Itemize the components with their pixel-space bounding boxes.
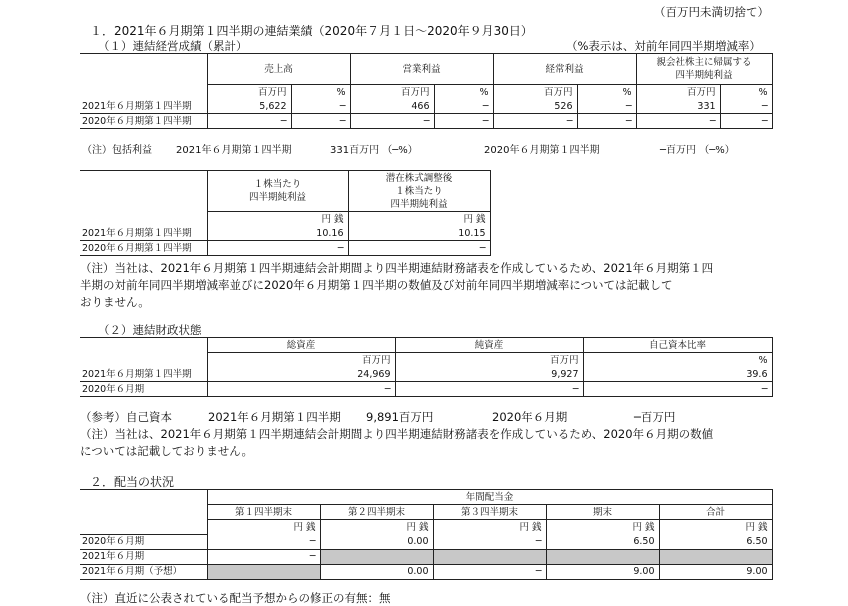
eps-cell: 10.15 xyxy=(348,226,490,241)
div-cell: 0.00 xyxy=(320,534,433,549)
eps-header-1: 潜在株式調整後 １株当たり 四半期純利益 xyxy=(348,171,490,212)
equity-ref-period1: 2021年６月期第１四半期 xyxy=(208,410,341,424)
comprehensive-value2: ─百万円 （─%） xyxy=(660,145,735,156)
header-blank-cell xyxy=(80,171,207,212)
div-cell: ─ xyxy=(207,549,320,564)
note-line: おりません。 xyxy=(80,295,150,309)
ops-unit-4: 百万円 xyxy=(493,85,577,100)
ops-cell: ─ xyxy=(636,114,720,129)
div-cell: 6.50 xyxy=(546,534,659,549)
equity-ref-label: （参考）自己資本 xyxy=(80,410,172,424)
fin-cell: 9,927 xyxy=(395,367,583,382)
row-label: 2020年６月期 xyxy=(80,534,207,549)
div-cell: 9.00 xyxy=(659,564,772,579)
table-row xyxy=(80,564,772,579)
note-line: については記載しておりません。 xyxy=(80,444,253,458)
equity-ref-period2: 2020年６月期 xyxy=(492,410,568,424)
ops-cell: 466 xyxy=(350,99,434,114)
table-row xyxy=(80,534,772,549)
fin-cell: 24,969 xyxy=(207,367,395,382)
fin-header-1: 純資産 xyxy=(395,338,583,353)
financial-position-table xyxy=(80,337,773,397)
ops-unit-3: % xyxy=(434,85,493,100)
table-row xyxy=(80,241,490,256)
table-row xyxy=(80,367,772,382)
units-blank-cell xyxy=(80,212,207,227)
ops-unit-5: % xyxy=(577,85,636,100)
div-header-0: 第１四半期末 xyxy=(207,505,320,520)
ops-cell: ─ xyxy=(577,99,636,114)
note1 xyxy=(80,260,713,311)
row-label: 2020年６月期 xyxy=(80,382,207,397)
section1-title: １．2021年６月期第１四半期の連結業績（2020年７月１日～2020年９月30日） xyxy=(90,24,533,38)
div-cell xyxy=(433,549,546,564)
div-unit-0: 円 銭 xyxy=(207,520,320,535)
note2 xyxy=(80,426,713,460)
div-cell xyxy=(659,549,772,564)
ops-cell: ─ xyxy=(720,99,772,114)
div-header-1: 第２四半期末 xyxy=(320,505,433,520)
ops-header-0: 売上高 xyxy=(207,54,350,85)
fin-header-2: 自己資本比率 xyxy=(583,338,772,353)
ops-unit-2: 百万円 xyxy=(350,85,434,100)
units-blank-cell xyxy=(80,520,207,535)
div-header-4: 合計 xyxy=(659,505,772,520)
div-cell xyxy=(320,549,433,564)
row-label: 2021年６月期第１四半期 xyxy=(80,99,207,114)
header-blank-cell xyxy=(80,338,207,353)
ops-cell: ─ xyxy=(577,114,636,129)
ops-cell: ─ xyxy=(291,99,350,114)
fin-cell: 39.6 xyxy=(583,367,772,382)
table-row xyxy=(80,226,490,241)
ops-cell: ─ xyxy=(493,114,577,129)
div-unit-2: 円 銭 xyxy=(433,520,546,535)
ops-cell: ─ xyxy=(291,114,350,129)
dividend-table xyxy=(80,489,773,580)
units-blank-cell xyxy=(80,85,207,100)
div-cell: ─ xyxy=(433,534,546,549)
eps-unit-0: 円 銭 xyxy=(207,212,348,227)
table-row xyxy=(80,549,772,564)
eps-table xyxy=(80,170,491,256)
ops-unit-0: 百万円 xyxy=(207,85,291,100)
sub1-title: （１）連結経営成績（累計） xyxy=(98,39,248,53)
comprehensive-value1: 331百万円 （─%） xyxy=(330,145,418,156)
fin-cell: ─ xyxy=(583,382,772,397)
comprehensive-period2: 2020年６月期第１四半期 xyxy=(484,145,600,156)
div-cell: 0.00 xyxy=(320,564,433,579)
section2-title: ２．配当の状況 xyxy=(90,475,175,489)
div-unit-1: 円 銭 xyxy=(320,520,433,535)
eps-cell: 10.16 xyxy=(207,226,348,241)
ops-cell: ─ xyxy=(434,99,493,114)
ops-cell: ─ xyxy=(434,114,493,129)
table-row xyxy=(80,99,772,114)
ops-header-2: 経常利益 xyxy=(493,54,636,85)
div-header-2: 第３四半期末 xyxy=(433,505,546,520)
div-header-3: 期末 xyxy=(546,505,659,520)
table-row xyxy=(80,114,772,129)
ops-unit-7: % xyxy=(720,85,772,100)
dividend-group-header: 年間配当金 xyxy=(207,490,772,505)
ops-cell: ─ xyxy=(720,114,772,129)
equity-ref-value2: ─百万円 xyxy=(634,410,676,424)
fin-unit-2: % xyxy=(583,353,772,368)
div-cell: ─ xyxy=(433,564,546,579)
unit-note: （百万円未満切捨て） xyxy=(654,5,769,19)
table-row xyxy=(80,382,772,397)
ops-cell: 5,622 xyxy=(207,99,291,114)
sub1-note: （%表示は、対前年同四半期増減率） xyxy=(566,39,761,53)
ops-header-3: 親会社株主に帰属する 四半期純利益 xyxy=(636,54,772,85)
row-label: 2021年６月期 xyxy=(80,549,207,564)
eps-cell: ─ xyxy=(207,241,348,256)
header-blank-cell xyxy=(80,490,207,505)
ops-cell: ─ xyxy=(207,114,291,129)
div-cell xyxy=(546,549,659,564)
div-unit-3: 円 銭 xyxy=(546,520,659,535)
header-blank-cell xyxy=(80,505,207,520)
comprehensive-label: （注）包括利益 xyxy=(82,145,152,156)
header-blank-cell xyxy=(80,54,207,85)
div-cell xyxy=(207,564,320,579)
div-cell: ─ xyxy=(207,534,320,549)
units-blank-cell xyxy=(80,353,207,368)
sub2-title: （２）連結財政状態 xyxy=(98,323,202,337)
div-cell: 6.50 xyxy=(659,534,772,549)
row-label: 2021年６月期第１四半期 xyxy=(80,367,207,382)
row-label: 2020年６月期第１四半期 xyxy=(80,241,207,256)
row-label: 2021年６月期（予想） xyxy=(80,564,207,579)
note-line: 半期の対前年同四半期増減率並びに2020年６月期第１四半期の数値及び対前年同四半期増減率については記載して xyxy=(80,278,673,292)
eps-unit-1: 円 銭 xyxy=(348,212,490,227)
fin-cell: ─ xyxy=(207,382,395,397)
div-cell: 9.00 xyxy=(546,564,659,579)
row-label: 2021年６月期第１四半期 xyxy=(80,226,207,241)
row-label: 2020年６月期第１四半期 xyxy=(80,114,207,129)
note-line: （注）当社は、2021年６月期第１四半期連結会計期間より四半期連結財務諸表を作成しているため、2020年６月期の数値 xyxy=(80,427,714,441)
eps-cell: ─ xyxy=(348,241,490,256)
operating-results-table xyxy=(80,53,773,129)
note-line: （注）当社は、2021年６月期第１四半期連結会計期間より四半期連結財務諸表を作成しているため、2021年６月期第１四 xyxy=(80,261,714,275)
equity-ref-value1: 9,891百万円 xyxy=(366,410,434,424)
ops-cell: 331 xyxy=(636,99,720,114)
eps-header-0: １株当たり 四半期純利益 xyxy=(207,171,348,212)
dividend-revision-note: （注）直近に公表されている配当予想からの修正の有無：無 xyxy=(80,591,391,605)
fin-unit-1: 百万円 xyxy=(395,353,583,368)
ops-header-1: 営業利益 xyxy=(350,54,493,85)
ops-unit-6: 百万円 xyxy=(636,85,720,100)
ops-unit-1: % xyxy=(291,85,350,100)
fin-header-0: 総資産 xyxy=(207,338,395,353)
comprehensive-period1: 2021年６月期第１四半期 xyxy=(176,145,292,156)
ops-cell: ─ xyxy=(350,114,434,129)
ops-cell: 526 xyxy=(493,99,577,114)
fin-unit-0: 百万円 xyxy=(207,353,395,368)
div-unit-4: 円 銭 xyxy=(659,520,772,535)
fin-cell: ─ xyxy=(395,382,583,397)
